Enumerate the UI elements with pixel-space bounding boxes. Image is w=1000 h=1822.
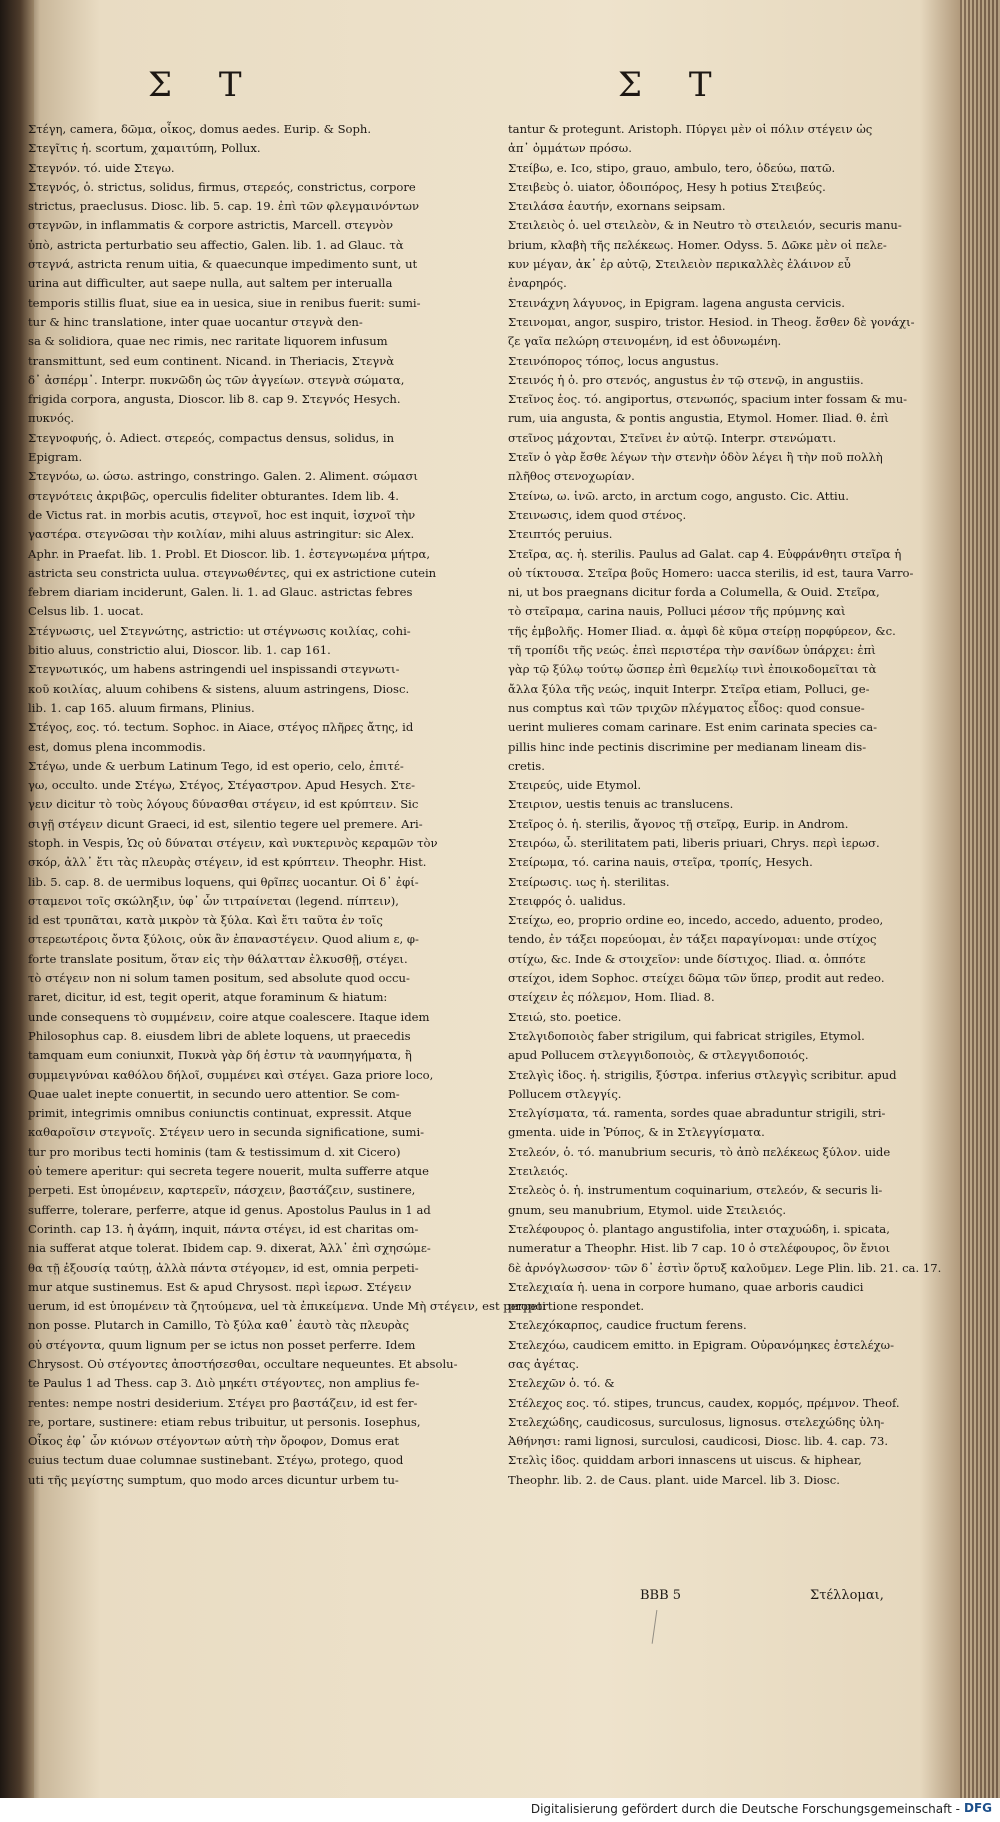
left-entry-line: συμμειγνύναι καθόλου δήλοῖ, συμμένει καὶ στέγει. Gaza priore loco,	[28, 1067, 434, 1082]
left-entry-line: febrem diariam inciderunt, Galen. li. 1. ad Glauc. astrictas febres	[28, 585, 413, 600]
right-entry-line: Στεῖρα, ας. ἡ. sterilis. Paulus ad Galat. cap 4. Εὐφράνθητι στεῖρα ἡ	[508, 546, 902, 561]
left-entry-line: tur & hinc translatione, inter quae uocantur στεγνὰ den-	[28, 314, 363, 329]
right-entry-line: Στελεόν, ὁ. τό. manubrium securis, τὸ ἀπὸ πελέκεως ξύλον. uide	[508, 1144, 891, 1159]
right-entry-line: Στεινωσις, idem quod στένος.	[508, 507, 687, 522]
left-entry-line: Στεγνωτικός, um habens astringendi uel inspissandi στεγνωτι-	[28, 662, 400, 677]
left-entry-line: stoph. in Vespis, Ὡς οὐ δύναται στέγειν, καὶ νυκτερινὸς κεραμῶν τὸν	[28, 835, 438, 850]
right-entry-line: Στελέφουρος ὁ. plantago angustifolia, inter σταχυώδη, i. spicata,	[508, 1221, 890, 1236]
left-entry-line: sa & solidiora, quae nec rimis, nec raritate liquorem infusum	[28, 334, 388, 349]
left-entry-line: σταμενοι τοῖς σκώληξιν, ὑφ᾽ ὧν τιτραίνεται (legend. πίπτειν),	[28, 893, 399, 908]
left-entry-line: te Paulus 1 ad Thess. cap 3. Διὸ μηκέτι στέγοντες, non amplius fe-	[28, 1376, 420, 1391]
right-entry-line: Στεινός ἡ ὁ. pro στενός, angustus ἐν τῷ στενῷ, in angustiis.	[508, 372, 864, 387]
left-entry-line: astricta seu constricta uulua. στεγνωθέντες, qui ex astrictione cutein	[28, 565, 437, 580]
left-entry-line: Στέγη, camera, δῶμα, οἶκος, domus aedes. Eurip. & Soph.	[28, 122, 372, 136]
left-entry-line: οὐ temere aperitur: qui secreta tegere nouerit, multa sufferre atque	[28, 1164, 429, 1179]
right-entry-line: Στειώ, sto. poetice.	[508, 1009, 622, 1024]
right-entry-line: στίχω, &c. Inde & στοιχεῖον: unde δίστιχος. Iliad. α. ὁππότε	[508, 951, 866, 966]
left-entry-line: γαστέρα. στεγνῶσαι τὴν κοιλίαν, mihi aluus astringitur: sic Alex.	[28, 527, 415, 542]
right-entry-line: στείχειν ἐς πόλεμον, Hom. Iliad. 8.	[508, 990, 715, 1005]
right-entry-line: Στειλειὸς ὁ. uel στειλεὸν, & in Neutro τὸ στειλειόν, securis manu-	[508, 218, 902, 233]
right-entry-line: Στελεχῶν ὁ. τό. &	[508, 1376, 615, 1391]
right-entry-line: Στεῖν ὁ γὰρ ἔσθε λέγων τὴν στενὴν ὁδὸν λέγει ἢ τὴν ποῦ πολλὴ	[508, 450, 883, 465]
right-entry-line: κυν μέγαν, ἀκ᾽ ἐρ αὐτῷ, Στειλειὸν περικαλλὲς ἐλάινον εὖ	[508, 257, 851, 272]
left-entry-line: lib. 5. cap. 8. de uermibus loquens, qui θρῖπες uocantur. Οἱ δ᾽ ἐφί-	[28, 874, 419, 889]
right-entry-line: gmenta. uide in Ῥύπος, & in Στλεγγίσματα.	[508, 1125, 765, 1140]
left-entry-line: perpeti. Est ὑπομένειν, καρτερεῖν, πάσχειν, βαστάζειν, sustinere,	[28, 1183, 416, 1198]
header-right: Σ Τ	[618, 65, 730, 105]
right-entry-line: Στειλάσα ἑαυτήν, exornans seipsam.	[508, 199, 726, 214]
right-entry-line: Στείβω, e. Ico, stipo, grauo, ambulo, tero, ὁδεύω, πατῶ.	[508, 160, 836, 175]
right-column	[508, 120, 942, 1490]
left-entry-line: uti τῆς μεγίστης sumptum, quo modo arces dicuntur urbem tu-	[28, 1472, 399, 1487]
left-entry-line: id est τρυπᾶται, κατὰ μικρὸν τὰ ξύλα. Καὶ ἔτι ταῦτα ἐν τοῖς	[28, 913, 383, 928]
left-entry-line: Corinth. cap 13. ἡ ἀγάπη, inquit, πάντα στέγει, id est charitas om-	[28, 1221, 419, 1236]
book-page	[28, 10, 958, 1790]
left-entry-line: οὐ στέγοντα, quum lignum per se ictus non posset perferre. Idem	[28, 1337, 416, 1352]
left-entry-line: γω, occulto. unde Στέγω, Στέγος, Στέγαστρον. Apud Hesych. Στε-	[28, 778, 415, 793]
left-entry-line: Chrysost. Οὐ στέγοντες ἀποστήσεσθαι, occultare nequeuntes. Et absolu-	[28, 1357, 458, 1371]
right-entry-line: Στελεχώδης, caudicosus, surculosus, lignosus. στελεχώδης ὑλη-	[508, 1414, 885, 1429]
right-entry-line: Στελγίσματα, τά. ramenta, sordes quae abraduntur strigili, stri-	[508, 1106, 886, 1121]
left-entry-line: Στεγνόω, ω. ώσω. astringo, constringo. Galen. 2. Aliment. σώμασι	[28, 469, 418, 484]
right-entry-line: gnum, seu manubrium, Etymol. uide Στειλειός.	[508, 1202, 787, 1217]
left-entry-line: Celsus lib. 1. uocat.	[28, 604, 144, 619]
right-entry-line: tendo, ἐν τάξει πορεύομαι, ἐν τάξει παραγίνομαι: unde στίχος	[508, 932, 877, 947]
left-entry-line: θα τῇ ἐξουσίᾳ ταύτῃ, ἀλλὰ πάντα στέγομεν, id est, omnia perpeti-	[28, 1260, 419, 1275]
catchword: Στέλλομαι,	[810, 1588, 884, 1603]
left-entry-line: est, domus plena incommodis.	[28, 739, 206, 754]
right-entry-line: Theophr. lib. 2. de Caus. plant. uide Marcel. lib 3. Diosc.	[508, 1472, 840, 1487]
left-entry-line: lib. 1. cap 165. aluum firmans, Plinius.	[28, 700, 255, 715]
left-entry-line: temporis stillis fluat, siue ea in uesica, siue in renibus fuerit: sumi-	[28, 295, 421, 310]
left-entry-line: strictus, praeclusus. Diosc. lib. 5. cap. 19. ἐπὶ τῶν φλεγμαινόντων	[28, 199, 419, 214]
right-entry-line: Στείχω, eo, proprio ordine eo, incedo, accedo, aduento, prodeo,	[508, 913, 884, 928]
left-entry-line: καθαροῖσιν στεγνοῖς. Στέγειν uero in secunda significatione, sumi-	[28, 1125, 425, 1140]
right-entry-line: δὲ ἀρνόγλωσσον· τῶν δ᾽ ἐστὶν ὅρτυξ καλοῦμεν. Lege Plin. lib. 21. ca. 17.	[508, 1260, 942, 1275]
left-entry-line: στεγνῶν, in inflammatis & corpore astrictis, Marcell. στεγνὸν	[28, 218, 394, 233]
left-entry-line: κοῦ κοιλίας, aluum cohibens & sistens, aluum astringens, Diosc.	[28, 681, 410, 696]
right-entry-line: Στειρεύς, uide Etymol.	[508, 778, 642, 793]
header-left: Σ Τ	[148, 65, 260, 105]
right-entry-line: Στειφρός ὁ. ualidus.	[508, 893, 626, 908]
right-entry-line: Στειπτός peruius.	[508, 527, 613, 542]
right-entry-line: ἐναρηρός.	[508, 276, 567, 291]
right-entry-line: pillis hinc inde pectinis discrimine per medianam lineam dis-	[508, 739, 867, 754]
left-entry-line: raret, dicitur, id est, tegit operit, atque foraminum & hiatum:	[28, 990, 388, 1005]
right-entry-line: Στελεὸς ὁ. ἡ. instrumentum coquinarium, στελεόν, & securis li-	[508, 1183, 883, 1198]
left-entry-line: δ᾽ ἀσπέρμ᾽. Interpr. πυκνῶδη ὡς τῶν ἀγγείων. στεγνὰ σώματα,	[28, 372, 405, 387]
right-entry-line: Στελγὶς ἰδος. ἡ. strigilis, ξύστρα. inferius στλεγγὶς scribitur. apud	[508, 1067, 897, 1082]
right-entry-line: Στελεχόκαρπος, caudice fructum ferens.	[508, 1318, 747, 1333]
right-entry-line: ἄλλα ξύλα τῆς νεώς, inquit Interpr. Στεῖρα etiam, Polluci, ge-	[508, 681, 870, 696]
left-entry-line: Quae ualet inepte conuertit, in secundo uero attentior. Se com-	[28, 1086, 400, 1101]
right-entry-line: rum, uia angusta, & pontis angustia, Etymol. Homer. Iliad. θ. ἐπὶ	[508, 411, 889, 426]
left-entry-line: transmittunt, sed eum continent. Nicand. in Theriacis, Στεγνὰ	[28, 353, 395, 368]
dfg-logo: DFG	[963, 1801, 992, 1815]
left-entry-line: rentes: nempe nostri desiderium. Στέγει pro βαστάζειν, id est fer-	[28, 1395, 418, 1410]
right-entry-line: Στέλεχος εος. τό. stipes, truncus, caudex, κορμός, πρέμνον. Theof.	[508, 1395, 900, 1410]
left-entry-line: nia sufferat atque tolerat. Ibidem cap. 9. dixerat, Ἀλλ᾽ ἐπὶ σχησώμε-	[28, 1241, 431, 1256]
right-entry-line: Στείρωσις. ιως ἡ. sterilitas.	[508, 874, 670, 889]
right-entry-line: Στεῖνος ἑος. τό. angiportus, στενωπός, spacium inter fossam & mu-	[508, 392, 908, 407]
right-entry-line: πλῆθος στενοχωρίαν.	[508, 469, 635, 484]
right-entry-line: Στελεχιαία ἡ. uena in corpore humano, quae arboris caudici	[508, 1279, 864, 1294]
right-entry-line: ni, ut bos praegnans dicitur forda a Columella, & Ouid. Στεῖρα,	[508, 585, 880, 600]
left-entry-line: bitio aluus, constrictio alui, Dioscor. lib. 1. cap 161.	[28, 643, 331, 658]
left-entry-line: Aphr. in Praefat. lib. 1. Probl. Et Dioscor. lib. 1. ἐστεγνωμένα μήτρα,	[28, 546, 431, 561]
right-entry-line: σας ἀγέτας.	[508, 1357, 580, 1371]
right-entry-line: Στελὶς ἰδος. quiddam arbori innascens ut uiscus. & hiphear,	[508, 1453, 862, 1468]
left-entry-line: sufferre, tolerare, perferre, atque id genus. Apostolus Paulus in 1 ad	[28, 1202, 431, 1217]
right-entry-line: tantur & protegunt. Aristoph. Πύργει μὲν οἱ πόλιν στέγειν ὡς	[508, 122, 873, 136]
right-entry-line: numeratur a Theophr. Hist. lib 7 cap. 10 ὁ στελέφουρος, ὃν ἔνιοι	[508, 1241, 890, 1256]
right-entry-line: Στελεχόω, caudicem emitto. in Epigram. Οὐρανόμηκες ἐστελέχω-	[508, 1337, 895, 1352]
left-entry-line: primit, integrimis omnibus coniunctis continuat, expressit. Atque	[28, 1106, 412, 1121]
left-entry-line: σκόρ, ἀλλ᾽ ἔτι τὰς πλευρὰς στέγειν, id est κρύπτειν. Theophr. Hist.	[28, 855, 427, 870]
right-entry-line: ζε γαῖα πελώρη στεινομένη, id est ὀδυνωμένη.	[508, 334, 782, 349]
right-entry-line: uerint mulieres comam carinare. Est enim carinata species ca-	[508, 720, 878, 735]
left-entry-line: forte translate positum, ὅταν εἰς τὴν θάλατταν ἐλκυσθῇ, στέγει.	[28, 951, 408, 966]
left-entry-line: re, portare, sustinere: etiam rebus tribuitur, ut personis. Iosephus,	[28, 1414, 421, 1429]
left-entry-line: de Victus rat. in morbis acutis, στεγνοῖ, hoc est inquit, ἰσχνοῖ τὴν	[28, 507, 416, 522]
footer-bar	[0, 1798, 1000, 1822]
left-entry-line: unde consequens τὸ συμμένειν, coire atque coalescere. Itaque idem	[28, 1009, 430, 1024]
right-entry-line: Στειριον, uestis tenuis ac translucens.	[508, 797, 734, 812]
left-entry-line: Philosophus cap. 8. eiusdem libri de ablete loquens, ut praecedis	[28, 1028, 411, 1043]
right-entry-line: στείχοι, idem Sophoc. στείχει δῶμα τῶν ὕπερ, prodit aut redeo.	[508, 971, 885, 986]
left-entry-line: σιγῇ στέγειν dicunt Graeci, id est, silentio tegere uel premere. Ari-	[28, 816, 423, 831]
left-entry-line: στεγνότεις ἀκριβῶς, operculis fideliter obturantes. Idem lib. 4.	[28, 488, 399, 503]
left-entry-line: στεγνά, astricta renum uitia, & quaecunque impedimento sunt, ut	[28, 257, 418, 272]
left-entry-line: Οἶκος ἐφ᾽ ὧν κιόνων στέγοντων αὐτὴ τὴν ὄροφον, Domus erat	[28, 1434, 400, 1449]
left-entry-line: uerum, id est ὑπομένειν τὰ ζητούμενα, uel τὰ ἐπικείμενα. Unde Μὴ στέγειν, est perpeti	[28, 1299, 546, 1314]
right-entry-line: Στείνω, ω. ἰνῶ. arcto, in arctum cogo, angusto. Cic. Attiu.	[508, 488, 849, 503]
right-entry-line: cretis.	[508, 758, 545, 773]
right-entry-line: Pollucem στλεγγίς.	[508, 1086, 622, 1101]
left-entry-line: Στεγνός, ὁ. strictus, solidus, firmus, στερεός, constrictus, corpore	[28, 179, 416, 194]
digitization-credit: Digitalisierung gefördert durch die Deutsche Forschungsgemeinschaft -	[530, 1802, 960, 1816]
left-entry-line: στερεωτέροις ὄντα ξύλοις, οὐκ ἂν ἐπαναστέγειν. Quod alium ε, φ-	[28, 932, 419, 947]
left-entry-line: urina aut difficulter, aut saepe nulla, aut saltem per interualla	[28, 276, 393, 291]
left-entry-line: tur pro moribus tecti hominis (tam & testissimum d. xit Cicero)	[28, 1144, 401, 1159]
right-entry-line: Στεινάχνη λάγυνος, in Epigram. lagena angusta cervicis.	[508, 295, 845, 310]
left-entry-line: γειν dicitur τὸ τοὺς λόγους δύνασθαι στέγειν, id est κρύπτειν. Sic	[28, 797, 419, 812]
left-entry-line: Στέγω, unde & uerbum Latinum Tego, id est operio, celo, ἐπιτέ-	[28, 758, 404, 773]
right-entry-line: proportione respondet.	[508, 1299, 645, 1314]
left-entry-line: cuius tectum duae columnae sustinebant. Στέγω, protego, quod	[28, 1453, 404, 1468]
right-entry-line: Στεῖρος ὁ. ἡ. sterilis, ἄγονος τῇ στεῖρᾳ, Eurip. in Androm.	[508, 816, 849, 831]
right-entry-line: τὸ στεῖραμα, carina nauis, Polluci μέσον τῆς πρύμνης καὶ	[508, 604, 846, 619]
left-entry-line: Στεγῖτις ἡ. scortum, χαμαιτύπη, Pollux.	[28, 141, 261, 156]
left-entry-line: τὸ στέγειν non ni solum tamen positum, sed absolute quod occu-	[28, 971, 410, 986]
right-entry-line: γὰρ τῷ ξύλῳ τούτῳ ὥσπερ ἐπὶ θεμελίῳ τινὶ ἐποικοδομεῖται τὰ	[508, 662, 877, 677]
right-entry-line: Στείρωμα, τό. carina nauis, στεῖρα, τροπίς, Hesych.	[508, 855, 813, 870]
right-entry-line: τῆς ἐμβολῆς. Homer Iliad. α. ἀμφὶ δὲ κῦμα στείρῃ πορφύρεον, &c.	[508, 623, 896, 638]
right-entry-line: Στελγιδοποιὸς faber strigilum, qui fabricat strigiles, Etymol.	[508, 1028, 865, 1043]
left-entry-line: Στεγνοφυής, ὁ. Adiect. στερεός, compactus densus, solidus, in	[28, 430, 395, 445]
left-entry-line: ὑπὸ, astricta perturbatio seu affectio, Galen. lib. 1. ad Glauc. τὰ	[28, 237, 404, 252]
left-entry-line: non posse. Plutarch in Camillo, Τὸ ξύλα καθ᾽ ἑαυτὸ τὰς πλευρὰς	[28, 1318, 409, 1333]
right-entry-line: Ἀθήνησι: rami lignosi, surculosi, caudicosi, Diosc. lib. 4. cap. 73.	[508, 1434, 889, 1449]
left-entry-line: Στέγνωσις, uel Στεγνώτης, astrictio: ut στέγνωσις κοιλίας, cohi-	[28, 623, 411, 638]
right-entry-line: Στεινομαι, angor, suspiro, tristor. Hesiod. in Theog. ἔσθεν δὲ γονάχι-	[508, 314, 915, 329]
right-entry-line: ἀπ᾽ ὀμμάτων πρόσω.	[508, 141, 632, 156]
right-entry-line: apud Pollucem στλεγγιδοποιὸς, & στλεγγιδοποιός.	[508, 1048, 809, 1063]
left-entry-line: πυκνός.	[28, 411, 75, 426]
signature-mark: BBB 5	[640, 1588, 682, 1603]
right-entry-line: Στειβεὺς ὁ. uiator, ὁδοιπόρος, Hesy h potius Στειβεύς.	[508, 179, 826, 194]
right-entry-line: Στεινόπορος τόπος, locus angustus.	[508, 353, 719, 368]
left-entry-line: tamquam eum coniunxit, Πυκνὰ γὰρ δή ἐστιν τὰ ναυπηγήματα, ἢ	[28, 1048, 412, 1063]
right-entry-line: Στειρόω, ὦ. sterilitatem pati, liberis priuari, Chrys. περὶ ἱερωσ.	[508, 835, 880, 850]
right-entry-line: nus comptus καὶ τῶν τριχῶν πλέγματος εἶδος: quod consue-	[508, 700, 865, 715]
right-entry-line: στεῖνος μάχονται, Στεῖνει ἐν αὐτῷ. Interpr. στενώματι.	[508, 430, 837, 445]
left-entry-line: Στεγνόν. τό. uide Στεγω.	[28, 160, 175, 175]
right-entry-line: τῆ τροπίδι τῆς νεώς. ἐπεὶ περιστέρα τὴν σανίδων ὑπάρχει: ἐπὶ	[508, 643, 876, 658]
right-entry-line: Στειλειός.	[508, 1164, 569, 1179]
right-entry-line: brium, κλαβὴ τῆς πελέκεως. Homer. Odyss. 5. Δῶκε μὲν οἱ πελε-	[508, 237, 887, 252]
left-entry-line: Epigram.	[28, 450, 83, 465]
right-entry-line: οὐ τίκτουσα. Στεῖρα βοῦς Homero: uacca sterilis, id est, taura Varro-	[508, 565, 914, 580]
page-edges	[960, 0, 1000, 1822]
left-entry-line: frigida corpora, angusta, Dioscor. lib 8. cap 9. Στεγνός Hesych.	[28, 392, 401, 407]
left-entry-line: Στέγος, εος. τό. tectum. Sophoc. in Aiace, στέγος πλῆρες ἄτης, id	[28, 720, 414, 735]
left-entry-line: mur atque sustinemus. Est & apud Chrysost. περὶ ἱερωσ. Στέγειν	[28, 1279, 412, 1294]
